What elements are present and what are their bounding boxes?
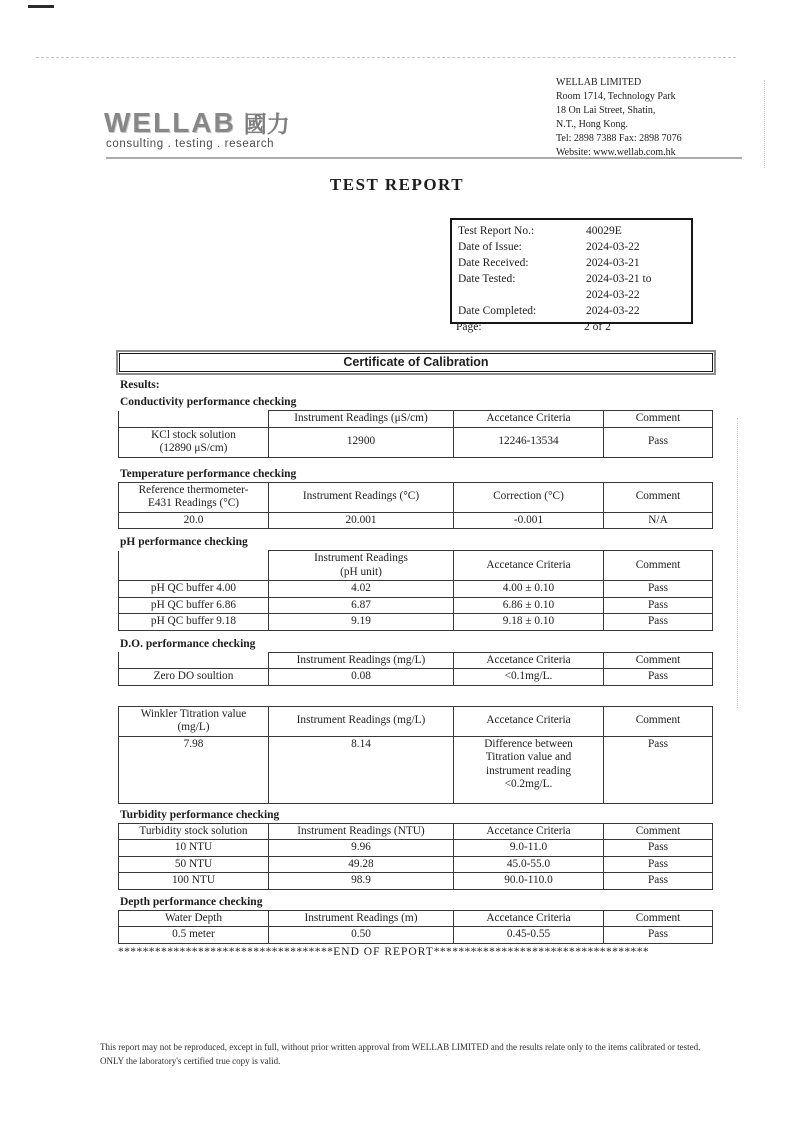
info-row xyxy=(458,271,691,303)
page-title: TEST REPORT xyxy=(329,175,465,194)
table-cell: 4.00 ± 0.10 xyxy=(454,581,604,598)
table-cell: N/A xyxy=(604,512,713,529)
column-header: Comment xyxy=(604,482,713,512)
table-cell: Pass xyxy=(604,614,713,631)
table-cell: pH QC buffer 6.86 xyxy=(119,597,269,614)
column-header: Instrument Readings (pH unit) xyxy=(269,551,454,581)
info-value: 40029E xyxy=(586,225,622,237)
table-row xyxy=(119,597,713,614)
do-zero-table xyxy=(118,652,713,686)
company-address-block xyxy=(556,76,756,160)
info-row xyxy=(458,239,691,255)
table-cell: KCl stock solution (12890 μS/cm) xyxy=(119,427,269,457)
page-label: Page: xyxy=(456,321,482,333)
results-label: Results: xyxy=(120,379,160,391)
table-cell: 49.28 xyxy=(269,856,454,873)
table-header-row xyxy=(119,411,713,428)
table-cell: Zero DO soultion xyxy=(119,669,269,686)
table-cell: 100 NTU xyxy=(119,873,269,890)
section-do xyxy=(116,638,716,686)
column-header: Comment xyxy=(604,551,713,581)
table-cell: 0.45-0.55 xyxy=(454,927,604,944)
column-header: Winkler Titration value (mg/L) xyxy=(119,706,269,736)
column-header: Instrument Readings (°C) xyxy=(269,482,454,512)
column-header: Accetance Criteria xyxy=(454,910,604,927)
column-header: Comment xyxy=(604,823,713,840)
end-stars-right: *********************************** xyxy=(433,945,649,958)
info-row xyxy=(458,223,691,239)
table-cell: Pass xyxy=(604,840,713,857)
section-depth xyxy=(116,896,716,944)
info-row xyxy=(458,303,691,319)
table-header-row xyxy=(119,823,713,840)
table-header-row xyxy=(119,652,713,669)
end-of-report-line xyxy=(118,946,716,958)
section-heading: Turbidity performance checking xyxy=(120,808,280,821)
address-line: Website: www.wellab.com.hk xyxy=(556,147,676,158)
certificate-banner-frame xyxy=(116,350,716,375)
table-cell: 7.98 xyxy=(119,736,269,803)
section-temperature xyxy=(116,468,716,530)
info-label: Date Received: xyxy=(458,257,529,269)
table-cell: Pass xyxy=(604,581,713,598)
table-row xyxy=(119,512,713,529)
info-value: 2024-03-22 xyxy=(586,241,640,253)
report-info-box xyxy=(450,218,693,324)
column-header: Instrument Readings (mg/L) xyxy=(269,706,454,736)
table-cell: Difference between Titration value and instrument reading <0.2mg/L. xyxy=(454,736,604,803)
column-header: Comment xyxy=(604,411,713,428)
table-cell: 12900 xyxy=(269,427,454,457)
column-header: Instrument Readings (m) xyxy=(269,910,454,927)
info-row xyxy=(458,255,691,271)
section-conductivity xyxy=(116,396,716,458)
section-heading: D.O. performance checking xyxy=(120,637,256,650)
address-line: N.T., Hong Kong. xyxy=(556,119,629,130)
table-row xyxy=(119,840,713,857)
table-cell: pH QC buffer 9.18 xyxy=(119,614,269,631)
column-header: Water Depth xyxy=(119,910,269,927)
address-line: WELLAB LIMITED xyxy=(556,77,642,88)
section-heading: pH performance checking xyxy=(120,536,248,548)
address-line: 18 On Lai Street, Shatin, xyxy=(556,105,656,116)
table-cell: 50 NTU xyxy=(119,856,269,873)
table-cell: 0.50 xyxy=(269,927,454,944)
conductivity-table xyxy=(118,410,713,458)
table-cell: 12246-13534 xyxy=(454,427,604,457)
table-cell: 0.5 meter xyxy=(119,927,269,944)
column-header: Accetance Criteria xyxy=(454,551,604,581)
table-cell: Pass xyxy=(604,873,713,890)
section-ph xyxy=(116,536,716,631)
table-row xyxy=(119,581,713,598)
table-cell: 4.02 xyxy=(269,581,454,598)
column-header: Instrument Readings (μS/cm) xyxy=(269,411,454,428)
table-cell: Pass xyxy=(604,927,713,944)
column-header: Accetance Criteria xyxy=(454,411,604,428)
table-header-row xyxy=(119,551,713,581)
wellab-logo xyxy=(104,106,290,139)
info-label: Date of Issue: xyxy=(458,241,522,253)
table-cell: Pass xyxy=(604,736,713,803)
address-line: Room 1714, Technology Park xyxy=(556,91,676,102)
ph-table xyxy=(118,550,713,631)
column-header: Turbidity stock solution xyxy=(119,823,269,840)
section-heading: Temperature performance checking xyxy=(120,467,297,480)
table-cell: 8.14 xyxy=(269,736,454,803)
column-header: Accetance Criteria xyxy=(454,706,604,736)
logo-wordmark: WELLAB xyxy=(104,107,236,138)
table-cell: -0.001 xyxy=(454,512,604,529)
table-cell: Pass xyxy=(604,856,713,873)
table-cell: 10 NTU xyxy=(119,840,269,857)
winkler-titration-table xyxy=(118,706,713,804)
table-cell: 6.86 ± 0.10 xyxy=(454,597,604,614)
table-header-row xyxy=(119,706,713,736)
address-line: Tel: 2898 7388 Fax: 2898 7076 xyxy=(556,133,682,144)
table-cell: 20.0 xyxy=(119,512,269,529)
end-stars-left: *********************************** xyxy=(118,945,334,958)
table-row xyxy=(119,669,713,686)
section-winkler xyxy=(116,706,716,804)
table-cell: 98.9 xyxy=(269,873,454,890)
table-header-row xyxy=(119,482,713,512)
footer-disclaimer: This report may not be reproduced, except in full, without prior written approval from WELLAB LIMITED and the results relate only to the items calibrated or tested. ONLY the laboratory's certified true copy is valid. xyxy=(100,1042,701,1066)
end-of-report-label: END OF REPORT xyxy=(333,945,434,958)
table-cell: 0.08 xyxy=(269,669,454,686)
temperature-table xyxy=(118,482,713,530)
column-header xyxy=(119,411,269,428)
scan-artifact-dashed-line xyxy=(36,57,736,58)
table-cell: 9.0-11.0 xyxy=(454,840,604,857)
table-cell: 9.18 ± 0.10 xyxy=(454,614,604,631)
page-value: 2 of 2 xyxy=(584,321,611,333)
column-header: Comment xyxy=(604,652,713,669)
table-cell: Pass xyxy=(604,597,713,614)
section-heading: Depth performance checking xyxy=(120,895,263,908)
info-value: 2024-03-21 xyxy=(586,257,640,269)
column-header: Reference thermometer- E431 Readings (°C) xyxy=(119,482,269,512)
table-cell: 9.96 xyxy=(269,840,454,857)
table-cell: 45.0-55.0 xyxy=(454,856,604,873)
table-row xyxy=(119,614,713,631)
column-header: Accetance Criteria xyxy=(454,652,604,669)
info-value: 2024-03-22 xyxy=(586,305,640,317)
column-header: Comment xyxy=(604,910,713,927)
column-header xyxy=(119,551,269,581)
table-cell: Pass xyxy=(604,669,713,686)
table-row xyxy=(119,873,713,890)
table-cell: 90.0-110.0 xyxy=(454,873,604,890)
table-row xyxy=(119,856,713,873)
table-row xyxy=(119,427,713,457)
info-value: 2024-03-21 to 2024-03-22 xyxy=(586,273,652,301)
turbidity-table xyxy=(118,823,713,890)
column-header: Comment xyxy=(604,706,713,736)
certificate-banner: Certificate of Calibration xyxy=(119,353,713,372)
table-cell: <0.1mg/L. xyxy=(454,669,604,686)
section-heading: Conductivity performance checking xyxy=(120,396,297,408)
report-body xyxy=(116,350,716,958)
column-header: Instrument Readings (mg/L) xyxy=(269,652,454,669)
table-row xyxy=(119,736,713,803)
table-cell: 20.001 xyxy=(269,512,454,529)
logo-cjk-characters: 國力 xyxy=(243,112,290,138)
table-row xyxy=(119,927,713,944)
page-number-row xyxy=(456,321,611,333)
info-label: Test Report No.: xyxy=(458,225,535,237)
info-label: Date Completed: xyxy=(458,305,537,317)
column-header: Accetance Criteria xyxy=(454,823,604,840)
scan-artifact-dotted-line xyxy=(764,80,765,168)
scan-artifact-dash xyxy=(28,5,54,8)
column-header: Correction (°C) xyxy=(454,482,604,512)
logo-tagline: consulting . testing . research xyxy=(106,138,275,150)
table-cell: Pass xyxy=(604,427,713,457)
table-cell: 9.19 xyxy=(269,614,454,631)
table-cell: 6.87 xyxy=(269,597,454,614)
column-header xyxy=(119,652,269,669)
scan-artifact-dotted-line xyxy=(737,418,738,708)
depth-table xyxy=(118,910,713,944)
table-header-row xyxy=(119,910,713,927)
section-turbidity xyxy=(116,809,716,890)
table-cell: pH QC buffer 4.00 xyxy=(119,581,269,598)
column-header: Instrument Readings (NTU) xyxy=(269,823,454,840)
info-label: Date Tested: xyxy=(458,273,516,285)
